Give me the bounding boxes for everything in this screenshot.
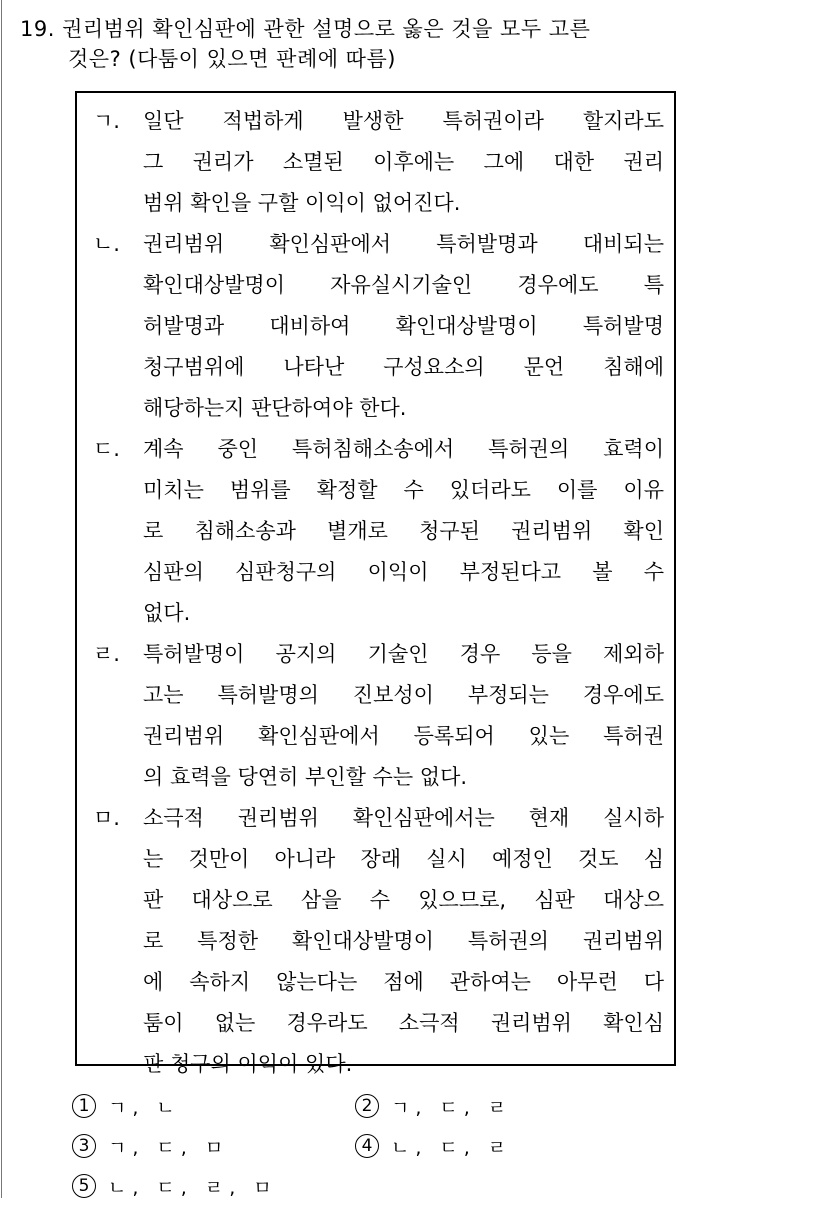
choice-row: [72, 1086, 672, 1126]
answer-choices: [72, 1086, 672, 1206]
statement-text: [143, 429, 664, 634]
statements-box: [75, 91, 676, 1076]
statement-marker: ㄷ.: [93, 437, 120, 461]
statement-list: [89, 101, 664, 1085]
statement-item: [89, 429, 664, 634]
statement-item: [89, 224, 664, 429]
statement-line: 의 효력을 당연히 부인할 수는 없다.: [143, 765, 468, 789]
question-line-2: 것은? (다툼이 있으면 판례에 따름): [68, 47, 396, 71]
choice-row: [72, 1126, 672, 1166]
statement-text: [143, 798, 664, 1085]
statement-item: [89, 634, 664, 798]
statement-line: 일단 적법하게 발생한 특허권이라 할지라도: [143, 109, 664, 133]
circled-number: 5: [72, 1174, 96, 1198]
statement-line: 계속 중인 특허침해소송에서 특허권의 효력이: [143, 437, 664, 461]
circled-number: 2: [355, 1094, 379, 1118]
statement-line: 허발명과 대비하여 확인대상발명이 특허발명: [143, 314, 664, 338]
statement-line: 특허발명이 공지의 기술인 경우 등을 제외하: [143, 642, 664, 666]
circled-number: 3: [72, 1134, 96, 1158]
choice-5[interactable]: [72, 1173, 355, 1200]
statement-line: 는 것만이 아니라 장래 실시 예정인 것도 심: [143, 847, 664, 871]
statement-marker: ㄹ.: [93, 642, 120, 666]
statement-line: 소극적 권리범위 확인심판에서는 현재 실시하: [143, 806, 664, 830]
choice-3[interactable]: [72, 1133, 355, 1160]
statement-line: 에 속하지 않는다는 점에 관하여는 아무런 다: [143, 970, 664, 994]
statement-marker: ㅁ.: [93, 806, 120, 830]
statement-line: 권리범위 확인심판에서 특허발명과 대비되는: [143, 232, 664, 256]
choice-4[interactable]: [355, 1133, 638, 1160]
statement-line: 툼이 없는 경우라도 소극적 권리범위 확인심: [143, 1011, 664, 1035]
statement-marker: ㄴ.: [93, 232, 120, 256]
choice-text: ㄴ, ㄷ, ㄹ, ㅁ: [108, 1176, 278, 1199]
statement-line: 범위 확인을 구할 이익이 없어진다.: [143, 191, 461, 215]
choice-text: ㄴ, ㄷ, ㄹ: [391, 1136, 513, 1159]
choice-text: ㄱ, ㄷ, ㅁ: [108, 1136, 230, 1159]
statement-line: 해당하는지 판단하여야 한다.: [143, 396, 407, 420]
choice-text: ㄱ, ㄷ, ㄹ: [391, 1096, 513, 1119]
statement-line: 판 대상으로 삼을 수 있으므로, 심판 대상으: [143, 888, 664, 912]
choice-text: ㄱ, ㄴ: [108, 1096, 181, 1119]
statement-text: [143, 101, 664, 224]
choice-1[interactable]: [72, 1093, 355, 1120]
statement-marker: ㄱ.: [93, 109, 120, 133]
statement-line: 없다.: [143, 601, 191, 625]
statement-text: [143, 634, 664, 798]
statement-line: 판 청구의 이익이 있다.: [143, 1052, 353, 1076]
statement-line: 로 특정한 확인대상발명이 특허권의 권리범위: [143, 929, 664, 953]
choice-row: [72, 1166, 672, 1206]
statement-line: 그 권리가 소멸된 이후에는 그에 대한 권리: [143, 150, 664, 174]
choice-2[interactable]: [355, 1093, 638, 1120]
statement-item: [89, 101, 664, 224]
circled-number: 1: [72, 1094, 96, 1118]
statement-line: 로 침해소송과 별개로 청구된 권리범위 확인: [143, 519, 664, 543]
statement-line: 심판의 심판청구의 이익이 부정된다고 볼 수: [143, 560, 664, 584]
statement-line: 미치는 범위를 확정할 수 있더라도 이를 이유: [143, 478, 664, 502]
question-line-1: 19. 권리범위 확인심판에 관한 설명으로 옳은 것을 모두 고른: [20, 17, 591, 41]
statement-line: 권리범위 확인심판에서 등록되어 있는 특허권: [143, 724, 664, 748]
page-left-border: [1, 0, 2, 1198]
statement-line: 고는 특허발명의 진보성이 부정되는 경우에도: [143, 683, 664, 707]
statement-item: [89, 798, 664, 1085]
statement-text: [143, 224, 664, 429]
statement-line: 확인대상발명이 자유실시기술인 경우에도 특: [143, 273, 664, 297]
circled-number: 4: [355, 1134, 379, 1158]
statement-line: 청구범위에 나타난 구성요소의 문언 침해에: [143, 355, 664, 379]
question-stem: [20, 14, 760, 74]
